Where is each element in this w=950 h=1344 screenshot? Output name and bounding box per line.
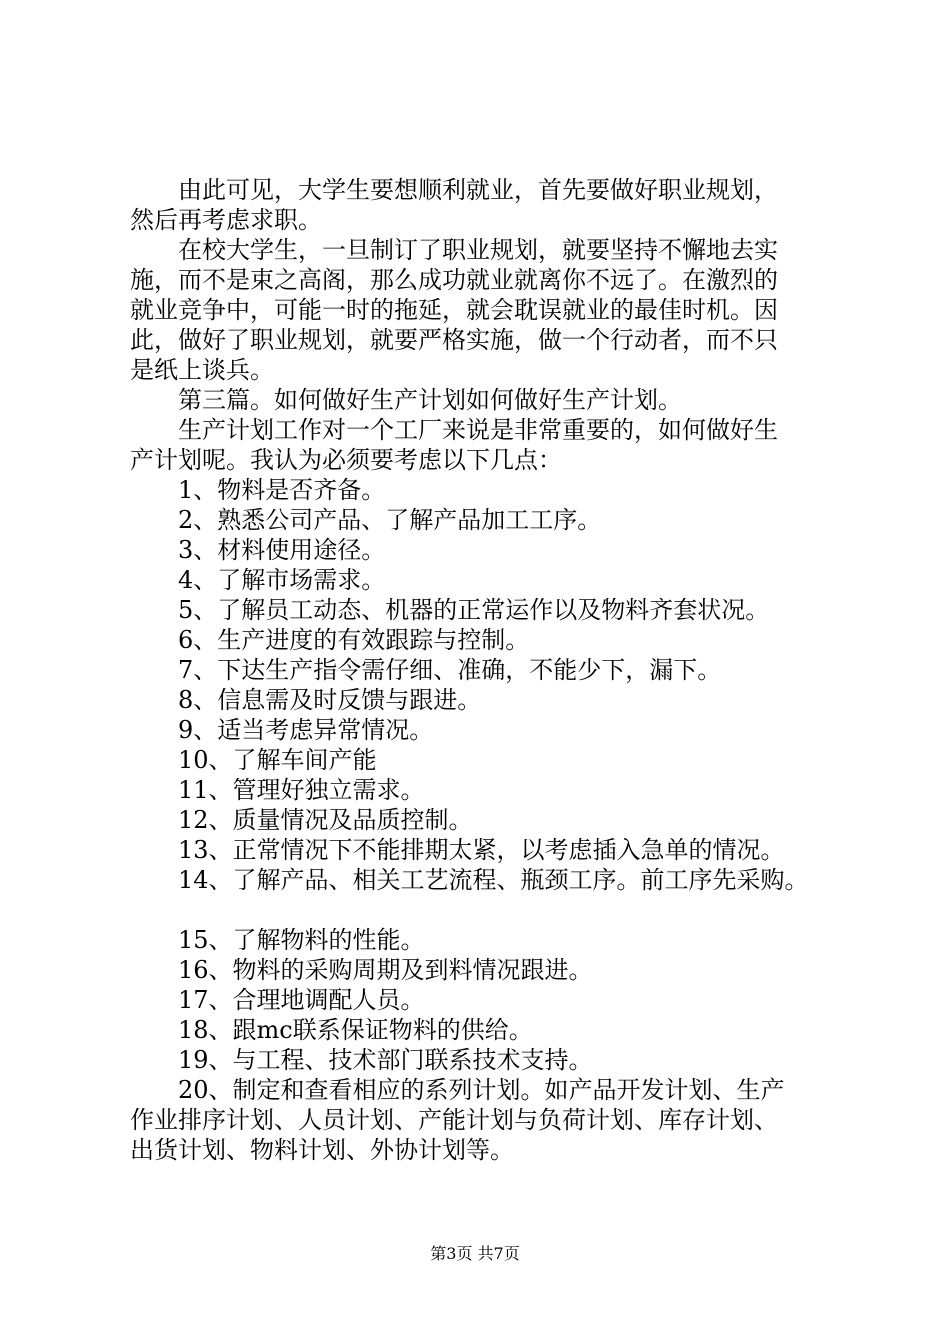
page-footer: 第3页 共7页 xyxy=(430,1244,520,1263)
list-item: 4、了解市场需求。 xyxy=(178,566,386,594)
document-body xyxy=(130,175,850,1165)
list-item: 3、材料使用途径。 xyxy=(178,536,386,564)
list-item: 7、下达生产指令需仔细、准确，不能少下，漏下。 xyxy=(178,656,722,684)
list-item: 20、制定和查看相应的系列计划。如产品开发计划、生产 xyxy=(178,1076,785,1104)
paragraph-line: 产计划呢。我认为必须要考虑以下几点： xyxy=(130,446,562,474)
list-item: 9、适当考虑异常情况。 xyxy=(178,716,434,744)
list-item: 8、信息需及时反馈与跟进。 xyxy=(178,686,482,714)
paragraph-line: 此，做好了职业规划，就要严格实施，做一个行动者，而不只 xyxy=(130,326,778,354)
paragraph-line: 然后再考虑求职。 xyxy=(130,206,322,234)
paragraph-line: 由此可见，大学生要想顺利就业，首先要做好职业规划， xyxy=(178,176,778,204)
list-item: 11、管理好独立需求。 xyxy=(178,776,425,804)
paragraph-line: 作业排序计划、人员计划、产能计划与负荷计划、库存计划、 xyxy=(130,1106,778,1134)
list-item: 15、了解物料的性能。 xyxy=(178,926,425,954)
paragraph-line: 出货计划、物料计划、外协计划等。 xyxy=(130,1136,514,1164)
blank-line xyxy=(130,895,850,925)
list-item: 12、质量情况及品质控制。 xyxy=(178,806,473,834)
list-item: 17、合理地调配人员。 xyxy=(178,986,425,1014)
list-item: 10、了解车间产能 xyxy=(178,746,377,774)
list-item: 2、熟悉公司产品、了解产品加工工序。 xyxy=(178,506,602,534)
list-item: 5、了解员工动态、机器的正常运作以及物料齐套状况。 xyxy=(178,596,770,624)
paragraph-line: 在校大学生，一旦制订了职业规划，就要坚持不懈地去实 xyxy=(178,236,778,264)
list-item: 13、正常情况下不能排期太紧，以考虑插入急单的情况。 xyxy=(178,836,785,864)
list-item: 16、物料的采购周期及到料情况跟进。 xyxy=(178,956,593,984)
list-item: 6、生产进度的有效跟踪与控制。 xyxy=(178,626,530,654)
list-item: 18、跟mc联系保证物料的供给。 xyxy=(178,1016,533,1044)
paragraph-line: 生产计划工作对一个工厂来说是非常重要的，如何做好生 xyxy=(178,416,778,444)
list-item: 1、物料是否齐备。 xyxy=(178,476,386,504)
paragraph-line: 就业竞争中，可能一时的拖延，就会耽误就业的最佳时机。因 xyxy=(130,296,778,324)
list-item: 14、了解产品、相关工艺流程、瓶颈工序。前工序先采购。 xyxy=(178,866,809,894)
list-item: 19、与工程、技术部门联系技术支持。 xyxy=(178,1046,593,1074)
paragraph-line: 是纸上谈兵。 xyxy=(130,356,274,384)
section-heading: 第三篇。如何做好生产计划如何做好生产计划。 xyxy=(178,386,682,414)
paragraph-line: 施，而不是束之高阁，那么成功就业就离你不远了。在激烈的 xyxy=(130,266,778,294)
